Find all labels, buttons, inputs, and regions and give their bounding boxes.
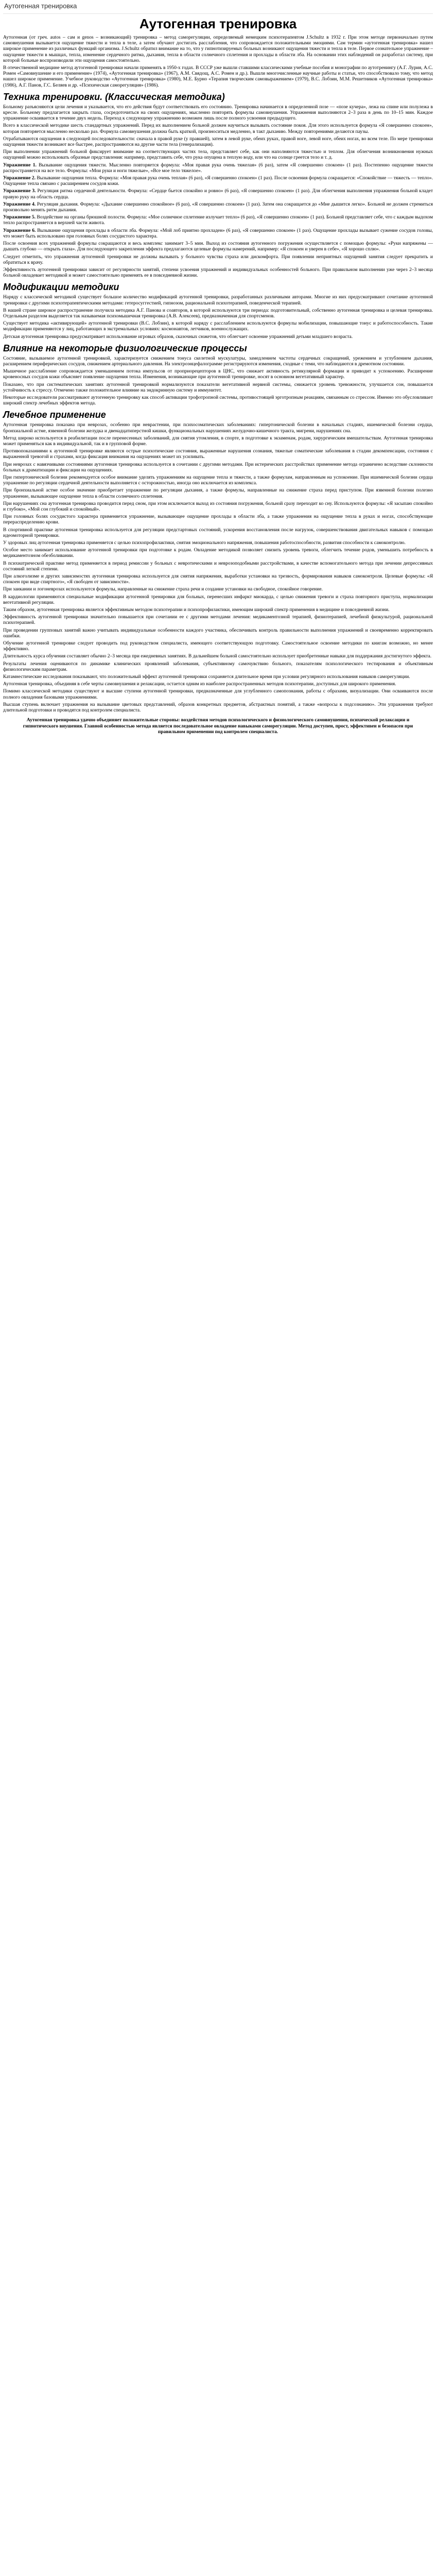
section-paragraph: В спортивной практике аутогенная тренировка используется для регуляции предстартовых состояний, ускорения восстановления после нагрузок, совершенствования двигательных навыков с помощью идеомоторной тренировки. [3,527,433,538]
section-paragraph: Результаты лечения оцениваются по динамике клинических проявлений заболевания, субъективному самочувствию больного, показателям психологического тестирования и объективным физиологическим параметрам. [3,661,433,672]
section-paragraph: Всего в классической методике шесть стандартных упражнений. Перед их выполнением больной должен научиться вызывать состояние покоя. Для этого используется формула «Я совершенно спокоен», которая повторяется мысленно несколько раз. Формула самовнушения должна быть краткой, произноситься медленно, в такт дыханию. Между повторениями делаются паузы. [3,123,433,134]
section-paragraph: Упражнение 6. Вызывание ощущения прохлады в области лба. Формула: «Мой лоб приятно прохладен» (6 раз), «Я совершенно спокоен» (1 раз). Ощущение прохлады вызывает сужение сосудов головы, что может быть использовано при головных болях сосудистого характера. [3,228,433,239]
section-paragraph: Упражнение 4. Регуляция дыхания. Формула: «Дыхание совершенно спокойное» (6 раз), «Я совершенно спокоен» (1 раз). Затем она сокращается до «Мне дышится легко». Больной не должен стремиться произвольно менять ритм дыхания. [3,201,433,213]
section-heading: Техника тренировки. (Классическая методика) [3,91,225,102]
section-paragraph: При выполнении упражнений больной фиксирует внимание на соответствующих частях тела, представляет себе, как они наполняются тяжестью и теплом. Для облегчения возникновения нужных ощущений можно использовать образные представления: например, представить себе, что рука опущена в теплую воду, или что на солнце греется тело и т. д. [3,149,433,161]
section-paragraph: Упражнение 2. Вызывание ощущения тепла. Формула: «Моя правая рука очень теплая» (6 раз), «Я совершенно спокоен» (1 раз). После освоения формула сокращается: «Спокойствие — тяжесть — тепло». Ощущение тепла связано с расширением сосудов кожи. [3,176,433,187]
intro [3,35,433,89]
section-paragraph: Показано, что при систематических занятиях аутогенной тренировкой нормализуются показатели вегетативной нервной системы, снижается уровень тревожности, улучшается сон, повышается устойчивость к стрессу. Отмечено также положительное влияние на эндокринную систему и иммунитет. [3,382,433,393]
section-paragraph: В кардиологии применяются специальные модификации аутогенной тренировки для больных, перенесших инфаркт миокарда, с целью снижения тревоги и страха повторного приступа, нормализации вегетативной регуляции. [3,594,433,605]
section-paragraph: При проведении групповых занятий важно учитывать индивидуальные особенности каждого участника, обеспечивать контроль правильности выполнения упражнений и своевременно корректировать ошибки. [3,628,433,639]
section-heading: Лечебное применение [3,410,106,420]
article-section [3,282,433,340]
section-paragraph: Противопоказаниями к аутогенной тренировке являются острые психотические состояния, выраженные нарушения сознания, тяжелые соматические заболевания в стадии декомпенсации, состояния с выраженной тревогой и страхами, когда фиксация внимания на ощущениях может их усиливать. [3,449,433,460]
section-paragraph: Больному разъясняются цели лечения и указывается, что его действия будут соответствовать его состоянию. Тренировка начинается в определенной позе — «позе кучера», лежа на спине или полулежа в кресле. Больному предлагается закрыть глаза, сосредоточиться на своих ощущениях, мысленно повторять формулы самовнушения. Упражнения выполняются 2–3 раза в день по 10–15 мин. Каждое упражнение осваивается в течение двух недель. Переход к следующему упражнению возможен лишь после полного усвоения предыдущего. [3,104,433,122]
section-paragraph: Особое место занимает использование аутогенной тренировки при подготовке к родам. Овладение методикой позволяет снизить уровень тревоги, облегчить течение родов, уменьшить потребность в медикаментозном обезболивании. [3,548,433,559]
section-paragraph: Катамнестические исследования показывают, что положительный эффект аутогенной тренировки сохраняется длительное время при условии регулярного использования навыков саморегуляции. [3,674,410,680]
section-paragraph: При алкоголизме и других зависимостях аутогенная тренировка используется для снятия напряжения, выработки установки на трезвость, формирования навыков самоконтроля. Целевые формулы: «Я спокоен при виде спиртного», «Я свободен от зависимости». [3,574,433,585]
intro-paragraph: Аутогенная (от греч. autos – сам и genos – возникающий) тренировка – метод саморегуляции, определяемый немецким психотерапевтом J.Schultz в 1932 г. При этом методе первоначально путем самовнушения вызывается ощущение тяжести и тепла в теле, а затем обучают достигать расслабления, что сопровождается положительными эмоциями. Сам термин «аутогенная тренировка» нашел широкое применение из различных функций организма. J.Schultz обратил внимание на то, что у гипнотизируемых больных возникают ощущения тяжести и тепла в теле. Первое сознательное упражнение – ощущение тяжести в мышцах, тепла, изменение сердечного ритма, дыхания, тепла в области солнечного сплетения и прохлады в области лба. На основании этих наблюдений он разработал систему, при которой больные воспроизводили эти ощущения самостоятельно. [3,35,433,63]
article-section [3,343,433,407]
section-paragraph: Аутогенная тренировка показана при неврозах, особенно при неврастении, при психосоматических заболеваниях: гипертонической болезни в начальных стадиях, ишемической болезни сердца, бронхиальной астме, язвенной болезни желудка и двенадцатиперстной кишки, функциональных нарушениях желудочно-кишечного тракта, мигрени, нарушениях сна. [3,422,433,434]
section-paragraph: При бронхиальной астме особое значение приобретает упражнение по регуляции дыхания, а также формулы, направленные на снижение страха перед приступом. При язвенной болезни полезно упражнение, вызывающее ощущение тепла в области солнечного сплетения. [3,488,433,499]
section-paragraph: В психиатрической практике метод применяется в период ремиссии у больных с невротическими и неврозоподобными расстройствами, в качестве вспомогательного метода при лечении депрессивных состояний легкой степени. [3,561,433,572]
section-paragraph: При заикании и логоневрозах используются формулы, направленные на снижение страха речи и создание установки на свободное, спокойное говорение. [3,587,323,592]
section-paragraph: После освоения всех упражнений формулы сокращаются и весь комплекс занимает 3–5 мин. Выход из состояния аутогенного погружения осуществляется с помощью формулы: «Руки напряжены — дышать глубоко — открыть глаза». Для последующего закрепления эффекта предлагаются целевые формулы намерений, например: «Я спокоен и уверен в себе», «Я хорошо сплю». [3,241,433,252]
section-paragraph: Высшая ступень включает упражнения на вызывание цветовых представлений, образов конкретных предметов, абстрактных понятий, а также «вопросы к подсознанию». Эти упражнения требуют длительной подготовки и проводятся под контролем специалиста. [3,702,433,714]
section-paragraph: При гипертонической болезни рекомендуется особое внимание уделять упражнениям на ощущение тепла и тяжести, а также формулам, направленным на успокоение. При ишемической болезни сердца упражнение по регуляции сердечной деятельности выполняется с осторожностью, иногда оно исключается из комплекса. [3,474,433,486]
section-paragraph: Отрабатываются ощущения в следующей последовательности: сначала в правой руке (у правшей), затем в левой руке, обеих руках, правой ноге, левой ноге, обеих ногах, во всем теле. По мере тренировки ощущения тяжести возникают все быстрее, распространяются на другие части тела (генерализация). [3,136,433,148]
section-paragraph: В нашей стране широкое распространение получила методика А.Г. Панова и соавторов, в которой используются три периода: подготовительный, собственно аутогенная тренировка и целевая тренировка. Отдельным разделом выделяется так называемая психомышечная тренировка (А.В. Алексеев), предназначенная для спортсменов. [3,308,433,319]
section-paragraph: Наряду с классической методикой существует большое количество модификаций аутогенной тренировки, разработанных различными авторами. Многие из них предусматривают сочетание аутогенной тренировки с другими психотерапевтическими методами: гетеросуггестией, гипнозом, рациональной психотерапией, поведенческой терапией. [3,295,433,306]
section-paragraph: Состояние, вызываемое аутогенной тренировкой, характеризуется снижением тонуса скелетной мускулатуры, замедлением частоты сердечных сокращений, урежением и углублением дыхания, расширением периферических сосудов, снижением артериального давления. На электроэнцефалограмме регистрируются изменения, сходные с теми, что наблюдаются в дремотном состоянии. [3,355,433,367]
section-paragraph: Следует отметить, что упражнения аутогенной тренировки не должны вызывать у больного чувства страха или дискомфорта. При появлении неприятных ощущений занятия следует прекратить и обратиться к врачу. [3,254,433,265]
section-paragraph: Метод широко используется в реабилитации после перенесенных заболеваний, для снятия утомления, в спорте, в подготовке к экзаменам, родам, хирургическим вмешательствам. Аутогенная тренировка может применяться как в индивидуальной, так и в групповой форме. [3,435,433,447]
footnote: Аутогенная тренировка удачно объединяет положительные стороны: воздействия методов психологического и физиологического самовнушения, психической релаксации и гипнотического внушения. Главной особенностью метода является последовательное овладение навыками саморегуляции. Метод доступен, прост, эффективен и безопасен при правильном применении под контролем специалиста. [23,718,413,735]
page [0,0,436,741]
section-paragraph: Детская аутогенная тренировка предусматривает использование игровых образов, сказочных сюжетов, что облегчает освоение упражнений детьми младшего возраста. [3,334,353,340]
section-paragraph: Некоторые исследователи рассматривают аутогенную тренировку как способ активации трофотропной системы, противостоящей эрготропным реакциям, связанным со стрессом. Именно это обусловливает широкий спектр лечебных эффектов метода. [3,395,433,406]
breadcrumb[interactable]: Аутогенная тренировка [3,0,433,14]
article-body [3,92,433,714]
section-paragraph: При головных болях сосудистого характера применяется упражнение, вызывающее ощущение прохлады в области лба, а также упражнения на ощущение тепла в руках и ногах, способствующие перераспределению крови. [3,514,433,526]
section-paragraph: Длительность курса обучения составляет обычно 2–3 месяца при ежедневных занятиях. В дальнейшем больной самостоятельно использует приобретенные навыки для поддержания достигнутого эффекта. [3,654,432,659]
section-heading: Влияние на некоторые физиологические процессы [3,343,247,353]
section-paragraph: Упражнение 5. Воздействие на органы брюшной полости. Формула: «Мое солнечное сплетение излучает тепло» (6 раз), «Я совершенно спокоен» (1 раз). Больной представляет себе, что с каждым выдохом тепло распространяется в верхней части живота. [3,215,433,226]
page-title: Аутогенная тренировка [139,16,297,31]
section-paragraph: Мышечное расслабление сопровождается уменьшением потока импульсов от проприорецепторов в ЦНС, что снижает активность ретикулярной формации и приводит к успокоению. Расширение кровеносных сосудов кожи объясняет появление ощущения тепла. Изменения, возникающие при аутогенной тренировке, носят в основном вегетативный характер. [3,369,433,380]
section-paragraph: Упражнение 3. Регуляция ритма сердечной деятельности. Формула: «Сердце бьется спокойно и ровно» (6 раз), «Я совершенно спокоен» (1 раз). Для облегчения выполнения упражнения больной кладет правую руку на область сердца. [3,189,433,200]
section-paragraph: Таким образом, аутогенная тренировка является эффективным методом психотерапии и психопрофилактики, имеющим широкий спектр применения в медицине и повседневной жизни. [3,607,390,613]
section-paragraph: Обучение аутогенной тренировке следует проводить под руководством специалиста, имеющего соответствующую подготовку. Самостоятельное освоение методики по книгам возможно, но менее эффективно. [3,641,433,652]
article-section [3,410,433,714]
section-paragraph: Помимо классической методики существуют и высшие ступени аутогенной тренировки, предназначенные для углубленного самопознания, работы с образами, визуализации. Они осваиваются после полного овладения базовыми упражнениями. [3,689,433,700]
section-paragraph: Аутогенная тренировка, объединяя в себе черты самовнушения и релаксации, остается одним из наиболее распространенных методов психотерапии, доступных для широкого применения. [3,682,396,687]
section-paragraph: У здоровых лиц аутогенная тренировка применяется с целью психопрофилактики, снятия эмоционального напряжения, повышения работоспособности, развития способности к самоконтролю. [3,540,406,546]
section-paragraph: При неврозах с навязчивыми состояниями аутогенная тренировка используется в сочетании с другими методами. При истерических расстройствах применение метода ограничено вследствие склонности больных к драматизации и фиксации на ощущениях. [3,462,433,473]
section-paragraph: Существует методика «активирующей» аутогенной тренировки (В.С. Лобзин), в которой наряду с расслаблением используются формулы мобилизации, повышающие тонус и работоспособность. Такие модификации применяются у лиц, работающих в экстремальных условиях: космонавтов, летчиков, военнослужащих. [3,321,433,332]
intro-paragraph: В отечественной медицине метод аутогенной тренировки начали применять в 1950-х годах. В СССР уже вышли ставшими классическими учебные пособия и монографии по аутотренингу (А.Г. Лурия, А.С. Ромен «Самовнушение и его применение» (1974), «Аутогенная тренировка» (1967), А.М. Свядощ, А.С. Ромен и др.). Вышли многочисленные научные работы и статьи, что способствовало тому, что метод нашел широкое применение. Учебное руководство «Аутогенная тренировка» (1980), М.Е. Бурно «Терапия творческим самовыражением» (1979), В.С. Лобзин, М.М. Решетников «Аутогенная тренировка» (1986), А.Г. Панов, Г.С. Беляев и др. «Психическая саморегуляция» (1986). [3,65,433,88]
section-heading: Модификации методики [3,282,119,293]
section-paragraph: Упражнение 1. Вызывание ощущения тяжести. Мысленно повторяется формула: «Моя правая рука очень тяжелая» (6 раз), затем «Я совершенно спокоен» (1 раз). Постепенно ощущение тяжести распространяется на все тело. Формулы: «Мои руки и ноги тяжелые», «Все мое тело тяжелое». [3,162,433,174]
section-paragraph: Эффективность аутогенной тренировки значительно повышается при сочетании ее с другими методами лечения: медикаментозной терапией, физиотерапией, лечебной физкультурой, рациональной психотерапией. [3,615,433,626]
section-paragraph: При нарушениях сна аутогенная тренировка проводится перед сном, при этом исключается выход из состояния погружения, больной сразу переходит ко сну. Используются формулы: «Я засыпаю спокойно и глубоко», «Мой сон глубокий и спокойный». [3,501,433,512]
section-paragraph: Эффективность аутогенной тренировки зависит от регулярности занятий, степени усвоения упражнений и индивидуальных особенностей больного. При правильном выполнении уже через 2–3 месяца больной овладевает методикой и может самостоятельно применять ее в повседневной жизни. [3,267,433,279]
article-section [3,92,433,279]
